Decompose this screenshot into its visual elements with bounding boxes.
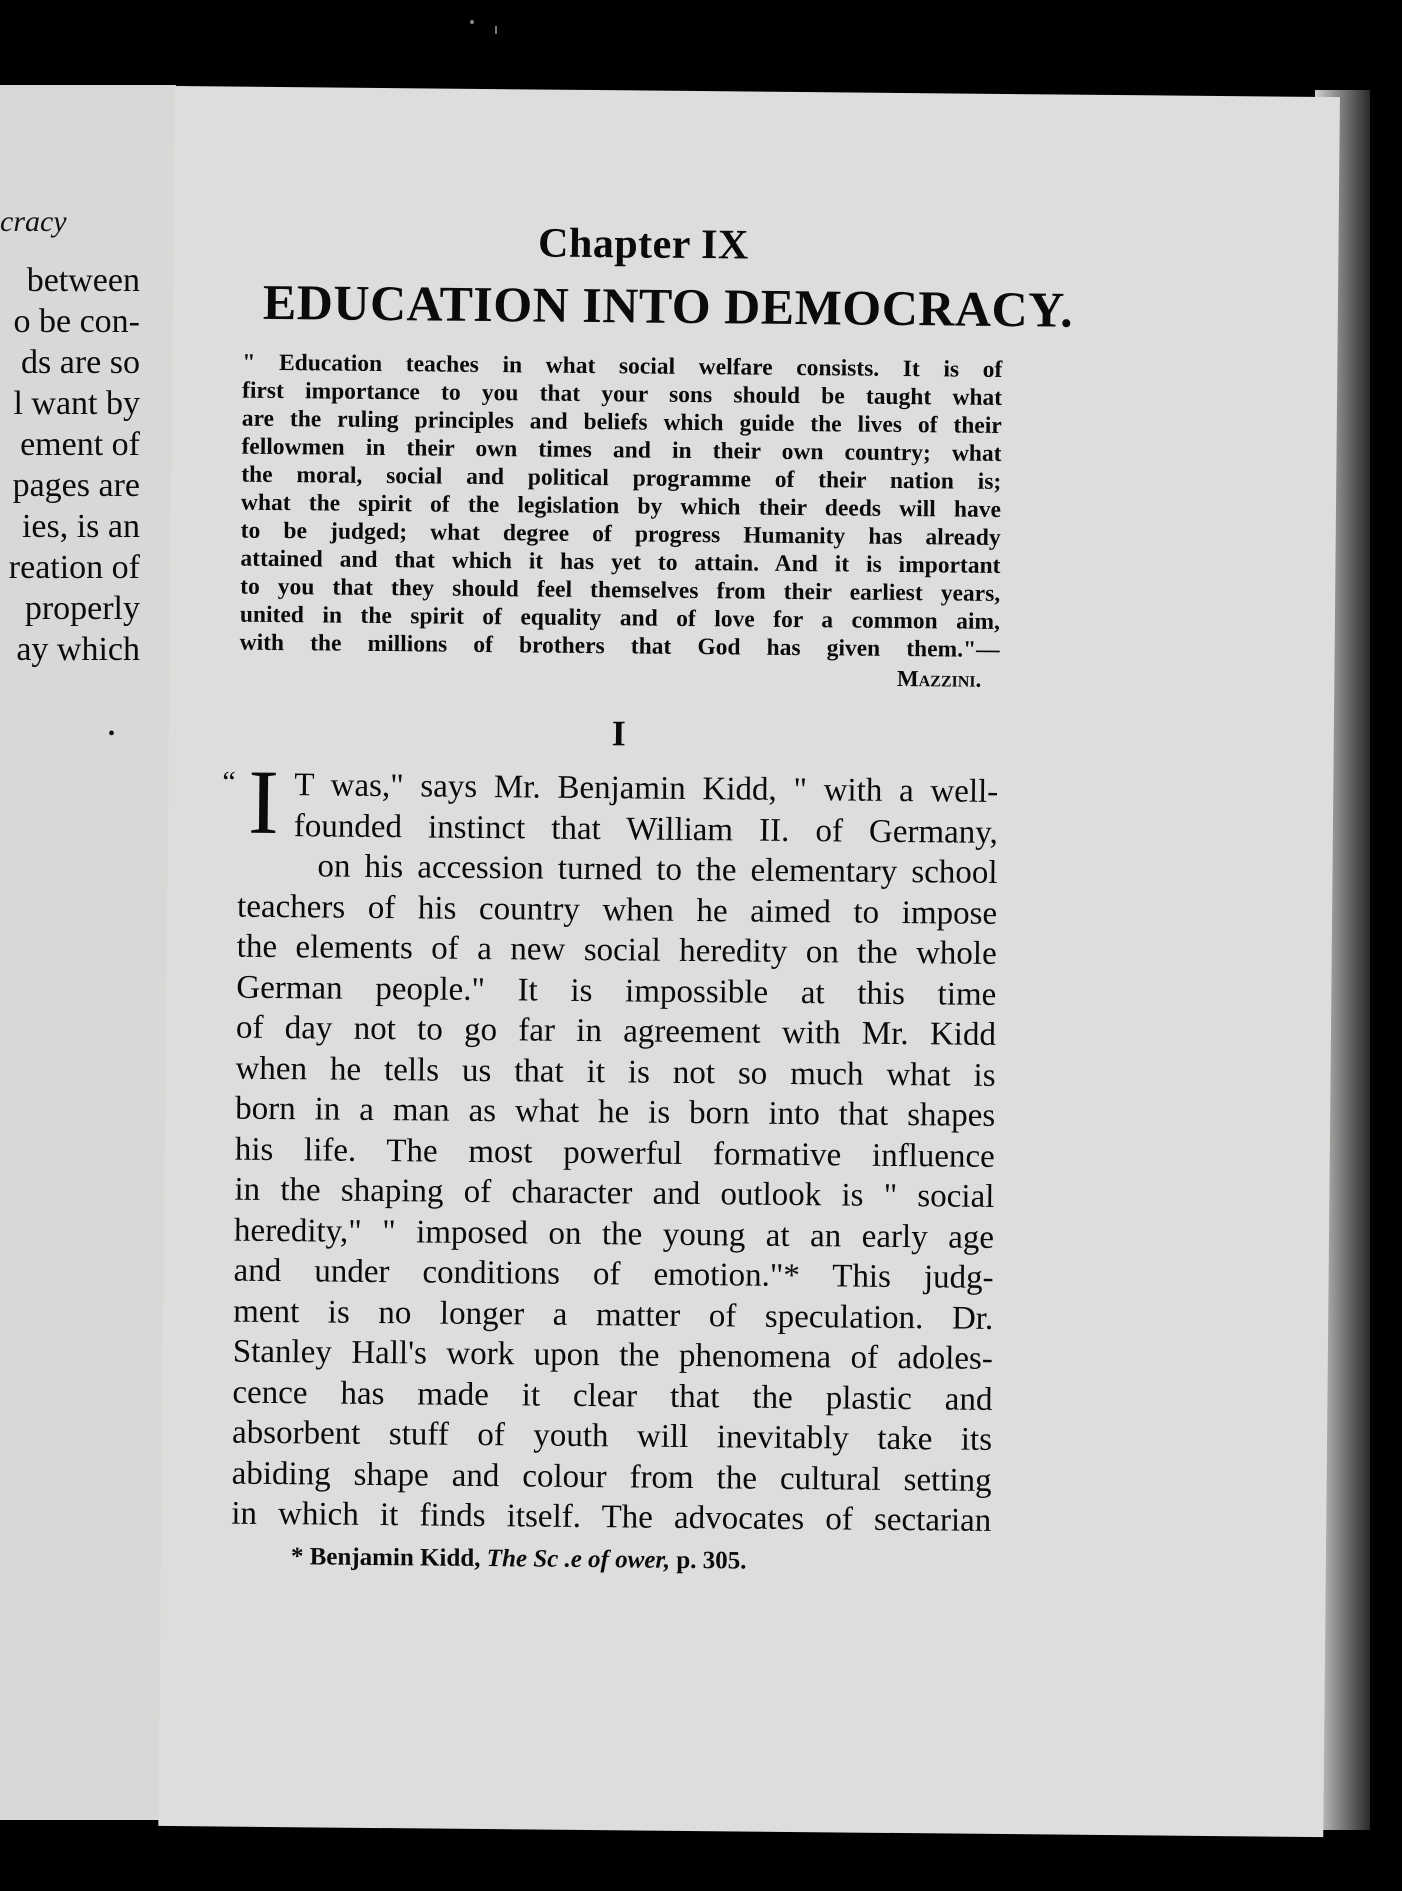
footnote-prefix: * Benjamin Kidd, [290,1542,481,1572]
footnote-title: The Sc .e of ower, [486,1544,671,1574]
text-line: properly [24,590,140,627]
body-line: in which it finds itself. The advocates of sectarian [231,1495,992,1539]
text-line: o be con- [13,303,140,340]
footnote-page: p. 305. [676,1546,747,1575]
previous-page-fragment [0,85,186,1820]
scan-speck [495,26,497,34]
bullet-mark: • [108,723,116,745]
body-line: heredity," " imposed on the young at an early age [233,1212,995,1256]
epigraph [239,349,1002,694]
text-line: between [26,262,140,299]
text-line: pages are [12,467,140,504]
chapter-label: Chapter IX [537,220,750,269]
body-line: born in a man as what he is born into that shapes [235,1090,996,1134]
body-line: of day not to go far in agreement with Mr. Kidd [235,1009,997,1053]
epigraph-line: what the spirit of the legislation by which their deeds will have [240,489,1002,523]
chapter-title: EDUCATION INTO DEMOCRACY. [262,273,1074,338]
epigraph-line: first importance to you that your sons should be taught what [241,377,1003,411]
body-line: the elements of a new social heredity on the whole [236,928,997,972]
body-line: absorbent stuff of youth will inevitably take its [231,1414,993,1458]
epigraph-line: attained and that which it has yet to attain. And it is important [240,545,1001,579]
scan-speck [470,20,474,24]
text-line: reation of [8,549,140,586]
epigraph-line: " Education teaches in what social welfare consists. It is of [242,349,1003,383]
text-line: ies, is an [21,508,140,545]
page-content [222,217,1074,1578]
body-line: ment is no longer a matter of speculation. Dr. [233,1293,994,1337]
body-line: on his accession turned to the elementary school [317,848,998,891]
text-line: l want by [13,385,140,422]
book-page [158,86,1340,1837]
text-line: ay which [16,631,140,668]
body-text [222,750,999,1542]
body-line: in the shaping of character and outlook is " social [234,1171,995,1215]
epigraph-line: the moral, social and political programme of their nation is; [241,461,1002,495]
footnote [231,1542,991,1577]
text-line: ement of [20,426,140,463]
text-line: ds are so [21,344,140,381]
section-number: I [611,713,626,754]
body-line: cence has made it clear that the plastic and [232,1374,993,1418]
body-line: and under conditions of emotion."* This judg- [233,1252,994,1296]
epigraph-line: fellowmen in their own times and in their own country; what [241,433,1002,467]
body-line: his life. The most powerful formative influence [234,1131,995,1175]
epigraph-author: Mazzini. [896,665,982,692]
epigraph-line: with the millions of brothers that God has given them."— [239,629,1000,663]
opening-quote: “ [222,765,236,799]
body-line: abiding shape and colour from the cultural setting [231,1455,992,1499]
running-header: cracy [0,205,67,238]
epigraph-line: to you that they should feel themselves from their earliest years, [240,573,1001,607]
body-line: T was," says Mr. Benjamin Kidd, " with a well- [294,767,999,810]
body-line: teachers of his country when he aimed to impose [236,888,998,932]
previous-page-text [9,260,140,670]
epigraph-line: united in the spirit of equality and of love for a common aim, [239,601,1001,635]
body-line: when he tells us that it is not so much what is [235,1050,996,1094]
body-line: German people." It is impossible at this time [236,969,997,1013]
epigraph-line: to be judged; what degree of progress Humanity has already [240,517,1001,551]
drop-cap: I [247,750,280,854]
body-line: founded instinct that William II. of Germany, [293,807,999,851]
body-line: Stanley Hall's work upon the phenomena of adoles- [232,1333,993,1377]
epigraph-line: are the ruling principles and beliefs which guide the lives of their [241,405,1002,439]
